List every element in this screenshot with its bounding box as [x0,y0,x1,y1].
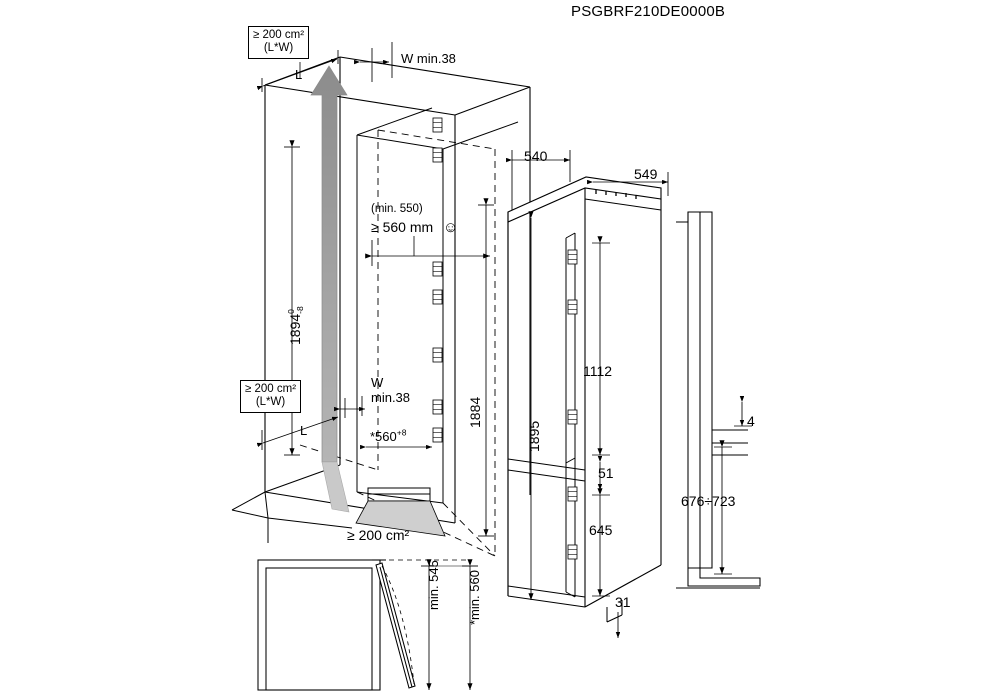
dim-cabinet-depth-549: 549 [634,166,658,182]
niche-depth-note: (min. 550) [371,203,423,215]
dim-door-open-560: *min. 560 [467,570,482,625]
niche-depth-value: ≥ 560 mm [371,219,434,235]
dim-plinth-31: 31 [615,594,631,610]
dim-freezer-door-height: 645 [589,522,613,538]
vent-base-label: ≥ 200 cm² [347,527,410,543]
dim-gap-51: 51 [598,465,614,481]
document-code: PSGBRF210DE0000B [571,3,726,20]
dim-front-height: 1884 [467,396,483,428]
smiley-icon: ☺ [443,219,459,236]
dim-cabinet-depth-540: 540 [524,148,548,164]
dim-niche-height-value: 1894 [287,313,304,345]
dim-w-min-left: W min.38 [371,375,411,405]
dim-L-bottom: L [300,423,308,438]
vent-bottom-label: ≥ 200 cm² (L*W) [240,380,301,413]
dim-fridge-door-height: 1112 [583,363,613,379]
dim-L-top: L [295,67,303,82]
dim-niche-height-tolerance: 0 -8 [286,306,305,314]
niche-depth-dim [371,220,458,237]
dim-handle-range: 676÷723 [681,493,736,509]
dim-depth-star: $*560^{+8}$ [370,427,407,444]
dim-w-min-top: W min.38 [401,51,456,66]
dim-door-open-545: min. 545 [426,560,441,610]
dim-appliance-height: 1895 [526,420,542,452]
dim-niche-height [288,306,305,345]
vent-top-label: ≥ 200 cm² (L*W) [248,26,309,59]
dim-hinge-gap-4: 4 [747,413,755,429]
